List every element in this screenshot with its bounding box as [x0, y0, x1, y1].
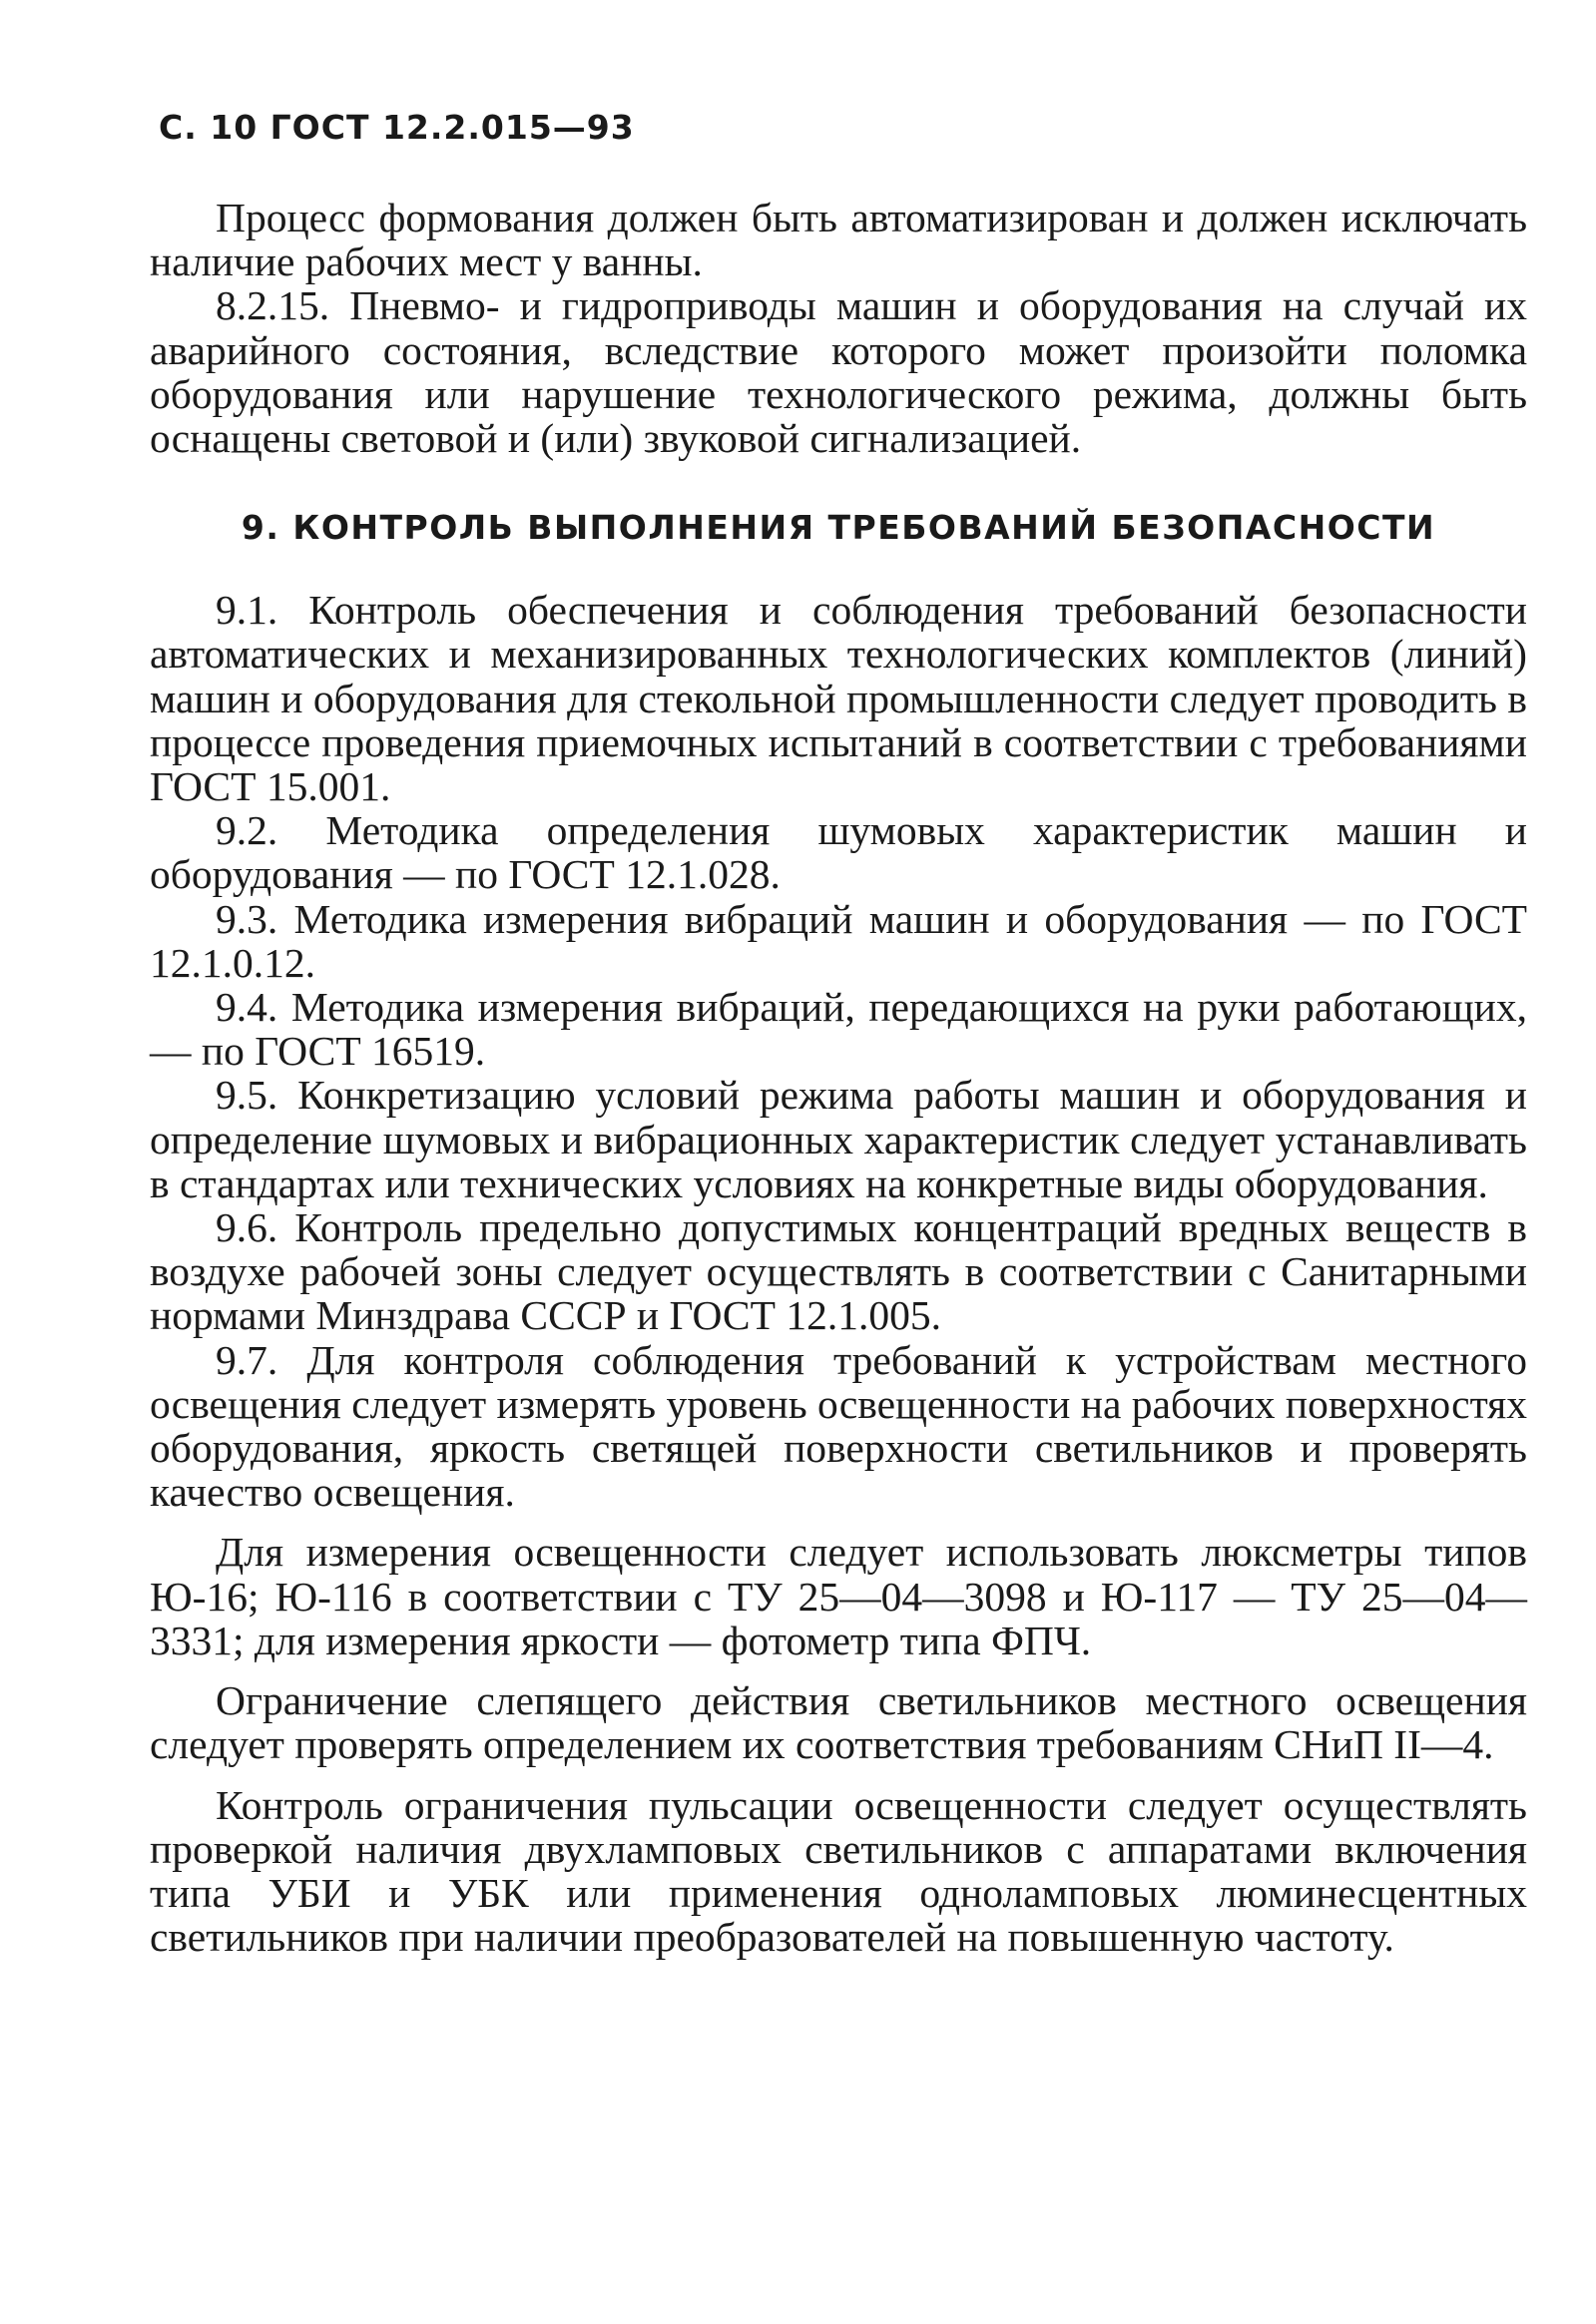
- paragraph-9-1: 9.1. Контроль обеспечения и соблюдения требований безопасности автоматических и механизированных технологических комплектов (линий) машин и оборудования для стекольной промышленности следует проводить в процессе проведения приемочных испытаний в соответствии с требованиями ГОСТ 15.001.: [150, 587, 1527, 810]
- paragraph-9-7: 9.7. Для контроля соблюдения требований к устройствам местного освещения следует измерять уровень освещенности на рабочих поверхностях оборудования, яркость светящей поверхности светильников и проверять качество освещения.: [150, 1336, 1527, 1516]
- paragraph-luxmeters: Для измерения освещенности следует использовать люксметры типов Ю-16; Ю-116 в соответствии с ТУ 25—04—3098 и Ю-117 — ТУ 25—04—3331; для измерения яркости — фотометр типа ФПЧ.: [150, 1529, 1527, 1663]
- paragraph-pulsation: Контроль ограничения пульсации освещенности следует осуществлять проверкой наличия двухламповых светильников с аппаратами включения типа УБИ и УБК или применения одноламповых люминесцентных светильников при наличии преобразователей на повышенную частоту.: [150, 1781, 1527, 1961]
- paragraph-glare: Ограничение слепящего действия светильников местного освещения следует проверять определением их соответствия требованиям СНиП II—4.: [150, 1677, 1527, 1768]
- paragraph-8-2-15: 8.2.15. Пневмо- и гидроприводы машин и оборудования на случай их аварийного состояния, вследствие которого может произойти поломка оборудования или нарушение технологического режима, должны быть оснащены световой и (или) звуковой сигнализацией.: [150, 282, 1527, 462]
- document-body: [150, 196, 1527, 1959]
- section-heading: 9. КОНТРОЛЬ ВЫПОЛНЕНИЯ ТРЕБОВАНИЙ БЕЗОПАСНОСТИ: [241, 508, 1436, 548]
- paragraph-forming: Процесс формования должен быть автоматизирован и должен исключать наличие рабочих мест у ванны.: [150, 195, 1527, 285]
- paragraph-9-4: 9.4. Методика измерения вибраций, передающихся на руки работающих, — по ГОСТ 16519.: [150, 984, 1527, 1075]
- paragraph-9-5: 9.5. Конкретизацию условий режима работы машин и оборудования и определение шумовых и вибрационных характеристик следует устанавливать в стандартах или технических условиях на конкретные виды оборудования.: [150, 1072, 1527, 1206]
- paragraph-9-6: 9.6. Контроль предельно допустимых концентраций вредных веществ в воздухе рабочей зоны следует осуществлять в соответствии с Санитарными нормами Минздрава СССР и ГОСТ 12.1.005.: [150, 1204, 1527, 1339]
- paragraph-9-3: 9.3. Методика измерения вибраций машин и оборудования — по ГОСТ 12.1.0.12.: [150, 895, 1527, 986]
- page-header: С. 10 ГОСТ 12.2.015—93: [159, 108, 635, 147]
- paragraph-9-2: 9.2. Методика определения шумовых характеристик машин и оборудования — по ГОСТ 12.1.028.: [150, 807, 1527, 898]
